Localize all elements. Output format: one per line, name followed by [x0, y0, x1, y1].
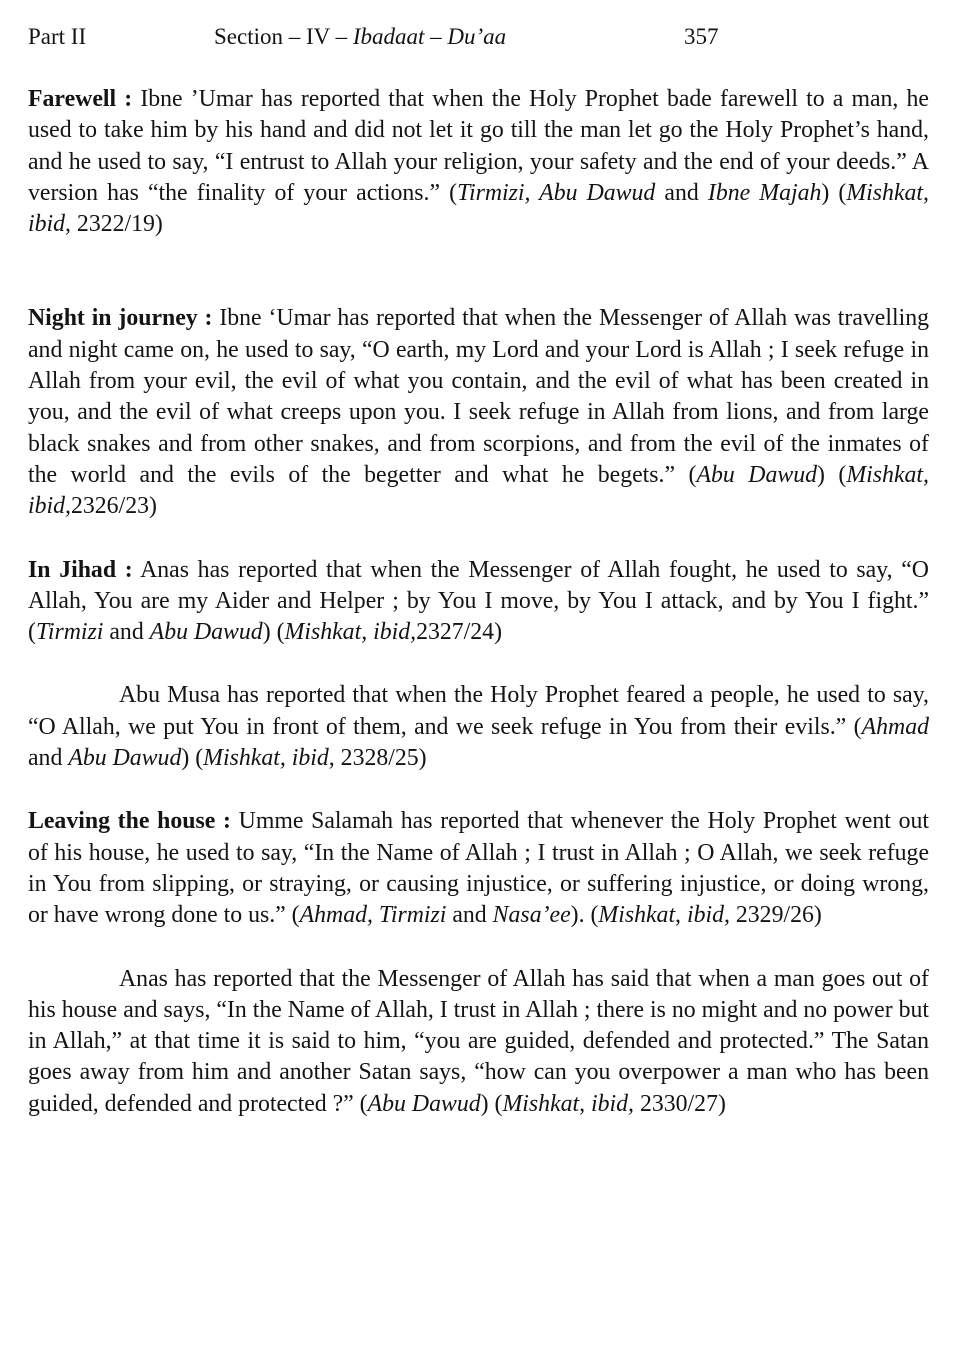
paragraph-text: Abu Musa has reported that when the Holy Prophet feared a people, he used to say, “O Allah, we put You in front of them, and we seek refuge in You from their evils.” ( [28, 682, 929, 740]
heading-in-jihad: In Jihad : [28, 556, 133, 583]
citation: Abu Dawud [68, 745, 182, 772]
citation-number: 2322/19) [70, 211, 163, 238]
citation-source: Mishkat, ibid, [28, 179, 929, 238]
citation: Ibne Majah [707, 179, 822, 206]
citation: Tirmizi, Abu Dawud [457, 179, 656, 206]
paragraph-text: Anas has reported that the Messenger of Allah has said that when a man goes out of his house and says, “In the Name of Allah, I trust in Allah ; there is no might and no power but in Allah,” at that time it is said to him, “you are guided, defended and protected.” The Satan goes away from him and another Satan says, “how can you overpower a man who has been guided, defended and protected ?” ( [28, 965, 929, 1117]
citation-separator: ) ( [262, 619, 285, 646]
paragraph-text: Umme Salamah has reported that whenever the Holy Prophet went out of his house, he used to say, “In the Name of Allah ; I trust in Allah ; O Allah, we seek refuge in You from slipping, or straying, or causing injustice, or suffering injustice, or doing wrong, or have wrong done to us.” ( [28, 808, 929, 929]
citation-conjunction: and [28, 745, 69, 772]
citation: Tirmizi [35, 619, 104, 646]
paragraph-anas-going-out [28, 964, 929, 1120]
citation: Ahmad, Tirmizi [299, 902, 447, 929]
page-body [28, 84, 929, 1120]
page-header [0, 20, 960, 54]
citation-source: Mishkat, ibid, [28, 461, 929, 520]
heading-night-in-journey: Night in journey : [28, 305, 213, 332]
section-title [214, 20, 506, 54]
paragraph-in-jihad [28, 555, 929, 649]
citation-separator: ) ( [480, 1090, 503, 1117]
section-subtitle: Ibadaat – Du’aa [352, 24, 507, 49]
citation-separator: ) ( [181, 745, 204, 772]
paragraph-text: Ibne ’Umar has reported that when the Holy Prophet bade farewell to a man, he used to take him by his hand and did not let it go till the man let go the Holy Prophet’s hand, and he used to say, “I entrust to Allah your religion, your safety and the end of your deeds.” A version has “the finality of your actions.” ( [28, 86, 929, 206]
paragraph-abu-musa [28, 680, 929, 774]
page-number: 357 [684, 24, 719, 49]
part-label: Part II [28, 24, 87, 49]
citation-conjunction: and [655, 179, 708, 206]
citation-number: 2326/23) [70, 493, 157, 520]
citation-source: Mishkat, ibid, [598, 902, 730, 929]
citation-number: 2327/24) [416, 619, 503, 646]
citation: Ahmad [861, 713, 929, 740]
citation-source: Mishkat, ibid, [502, 1090, 635, 1117]
citation: Abu Dawud [696, 461, 818, 488]
heading-farewell: Farewell : [28, 86, 133, 112]
section-prefix: Section – IV – [214, 24, 353, 49]
citation-source: Mishkat, ibid, [284, 619, 417, 646]
citation-separator: ) ( [821, 179, 847, 206]
citation-separator: ) ( [817, 461, 847, 488]
paragraph-night-in-journey [28, 303, 929, 522]
paragraph-farewell [28, 84, 929, 240]
paragraph-text: Anas has reported that when the Messenger of Allah fought, he used to say, “O Allah, You are my Aider and Helper ; by You I move, by You I attack, and by You I fight.” ( [28, 556, 929, 646]
citation-conjunction: and [446, 902, 493, 929]
citation-conjunction: and [103, 619, 150, 646]
citation-number: 2330/27) [634, 1090, 726, 1117]
paragraph-text: Ibne ‘Umar has reported that when the Messenger of Allah was travelling and night came on, he used to say, “O earth, my Lord and your Lord is Allah ; I seek refuge in Allah from your evil, the evil of what you contain, and the evil of what has been created in you, and the evil of what creeps upon you. I seek refuge in Allah from lions, and from large black snakes and from other snakes, and from scorpions, and from the evil of the inmates of the world and the evils of the begetter and what he begets.” ( [28, 305, 929, 488]
heading-leaving-the-house: Leaving the house : [28, 808, 231, 835]
paragraph-leaving-the-house [28, 806, 929, 931]
citation-source: Mishkat, ibid, [203, 745, 335, 772]
citation: Abu Dawud [149, 619, 263, 646]
citation-number: 2328/25) [334, 745, 427, 772]
citation: Nasa’ee [492, 902, 571, 929]
citation-separator: ). ( [570, 902, 599, 929]
citation-number: 2329/26) [729, 902, 822, 929]
citation: Abu Dawud [367, 1090, 481, 1117]
